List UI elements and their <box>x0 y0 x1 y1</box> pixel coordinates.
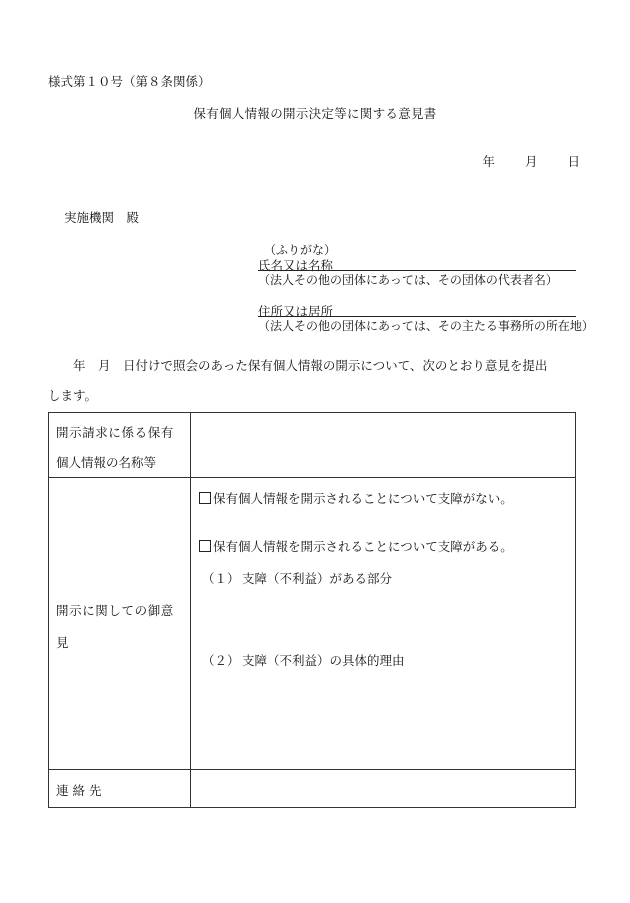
row2-label-line1: 開示に関しての御意 <box>56 603 174 618</box>
sub-item-1 <box>202 569 392 587</box>
intro-line-1 <box>48 356 547 374</box>
row1-label-line1: 開示請求に係る保有 <box>56 425 174 440</box>
name-note: （法人その他の団体にあっては、その団体の代表者名） <box>258 273 558 287</box>
sub-item-1-number: （１） <box>202 571 240 586</box>
date-month: 月 <box>524 154 538 169</box>
option-problem-label: 保有個人情報を開示されることについて支障がある。 <box>213 539 513 554</box>
checkbox-icon[interactable] <box>199 540 211 552</box>
sub-item-2 <box>202 651 405 669</box>
row1-label-line2: 個人情報の名称等 <box>56 455 157 470</box>
option-no-problem-label: 保有個人情報を開示されることについて支障がない。 <box>213 491 513 506</box>
date-line <box>482 152 580 170</box>
checkbox-icon[interactable] <box>199 492 211 504</box>
form-number: 様式第１０号（第８条関係） <box>48 74 211 89</box>
document-title: 保有個人情報の開示決定等に関する意見書 <box>193 106 437 121</box>
table-row-divider <box>49 769 575 770</box>
sub-item-2-number: （２） <box>202 653 240 668</box>
addressee: 実施機関 殿 <box>64 210 140 225</box>
address-label: 住所又は居所 <box>258 304 334 319</box>
option-problem[interactable] <box>199 537 513 555</box>
table-column-divider <box>190 413 191 807</box>
date-day: 日 <box>567 154 580 169</box>
intro-line-2: します。 <box>48 388 98 403</box>
sub-item-2-text: 支障（不利益）の具体的理由 <box>242 653 405 668</box>
table-row-divider <box>49 477 575 478</box>
name-label: 氏名又は名称 <box>258 258 334 273</box>
sub-item-1-text: 支障（不利益）がある部分 <box>242 571 393 586</box>
row2-label-line2: 見 <box>56 635 69 650</box>
intro-text-1: 年 月 日付けで照会のあった保有個人情報の開示について、次のとおり意見を提出 <box>73 358 548 373</box>
furigana-label: （ふりがな） <box>264 243 337 257</box>
date-year: 年 <box>482 154 495 169</box>
option-no-problem[interactable] <box>199 489 513 507</box>
opinion-table <box>48 412 576 808</box>
address-note: （法人その他の団体にあっては、その主たる事務所の所在地） <box>258 319 594 333</box>
contact-label: 連絡先 <box>56 783 106 798</box>
